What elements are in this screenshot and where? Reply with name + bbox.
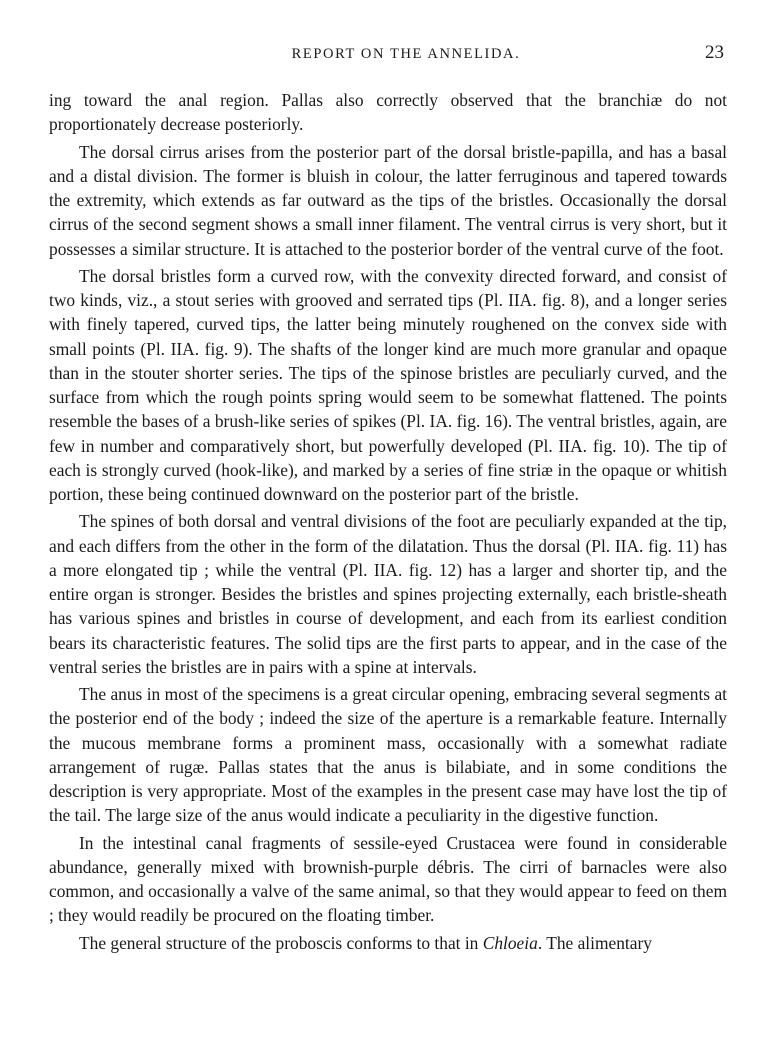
paragraph-intestinal-canal: In the intestinal canal fragments of sessile-eyed Crustacea were found in considerable abundance, generally mixed with brownish-purple débris. The cirri of barnacles were also common, and occasionally a valve of the same animal, so that they would appear to feed on them ; they would readily be procured on the floating timber. <box>49 832 727 926</box>
proboscis-text-before: The general structure of the proboscis conforms to that in <box>79 932 483 953</box>
body-text <box>49 88 727 958</box>
paragraph-anus: The anus in most of the specimens is a great circular opening, embracing several segments at the posterior end of the body ; indeed the size of the aperture is a remarkable feature. Internally the mucous membrane forms a prominent mass, occasionally with a somewhat radiate arrangement of rugæ. Pallas states that the anus is bilabiate, and in some conditions the description is very appropriate. Most of the examples in the present case may have lost the tip of the tail. The large size of the anus would indicate a peculiarity in the digestive function. <box>49 684 727 826</box>
running-title: REPORT ON THE ANNELIDA. <box>291 46 521 62</box>
paragraph-dorsal-bristles: The dorsal bristles form a curved row, with the convexity directed forward, and consist of two kinds, viz., a stout series with grooved and serrated tips (Pl. IIA. fig. 8), and a longer series with finely tapered, curved tips, the latter being minutely roughened on the convex side with small points (Pl. IIA. fig. 9). The shafts of the longer kind are much more granular and opaque than in the stouter shorter series. The tips of the spinose bristles are peculiarly curved, and the surface from which the rough points spring would seem to be somewhat flattened. The points resemble the bases of a brush-like series of spikes (Pl. IA. fig. 16). The ventral bristles, again, are few in number and comparatively short, but powerfully developed (Pl. IIA. fig. 10). The tip of each is strongly curved (hook-like), and marked by a series of fine striæ in the opaque or whitish portion, these being continued downward on the posterior part of the bristle. <box>49 265 727 504</box>
paragraph-proboscis <box>49 931 727 955</box>
running-head <box>48 42 728 66</box>
paragraph-continuation: ing toward the anal region. Pallas also correctly observed that the branchiæ do not proportionately decrease posteriorly. <box>49 90 727 135</box>
genus-name-chloeia: Chloeia <box>482 932 538 953</box>
paragraph-dorsal-cirrus: The dorsal cirrus arises from the posterior part of the dorsal bristle-papilla, and has a basal and a distal division. The former is bluish in colour, the latter ferruginous and tapered towards the extremity, which extends as far outward as the tips of the bristles. Occasionally the dorsal cirrus of the second segment shows a small inner filament. The ventral cirrus is very short, but it possesses a similar structure. It is attached to the posterior border of the ventral curve of the foot. <box>49 141 727 259</box>
page-number: 23 <box>705 42 724 63</box>
paragraph-spines: The spines of both dorsal and ventral divisions of the foot are peculiarly expanded at the tip, and each differs from the other in the form of the dilatation. Thus the dorsal (Pl. IIA. fig. 11) has a more elongated tip ; while the ventral (Pl. IIA. fig. 12) has a larger and shorter tip, and the entire organ is stronger. Besides the bristles and spines projecting externally, each bristle-sheath has various spines and bristles in course of development, and each from its earliest condition bears its characteristic features. The solid tips are the first parts to appear, and in the case of the ventral series the bristles are in pairs with a spine at intervals. <box>49 511 727 677</box>
proboscis-text-after: . The alimentary <box>537 932 652 953</box>
